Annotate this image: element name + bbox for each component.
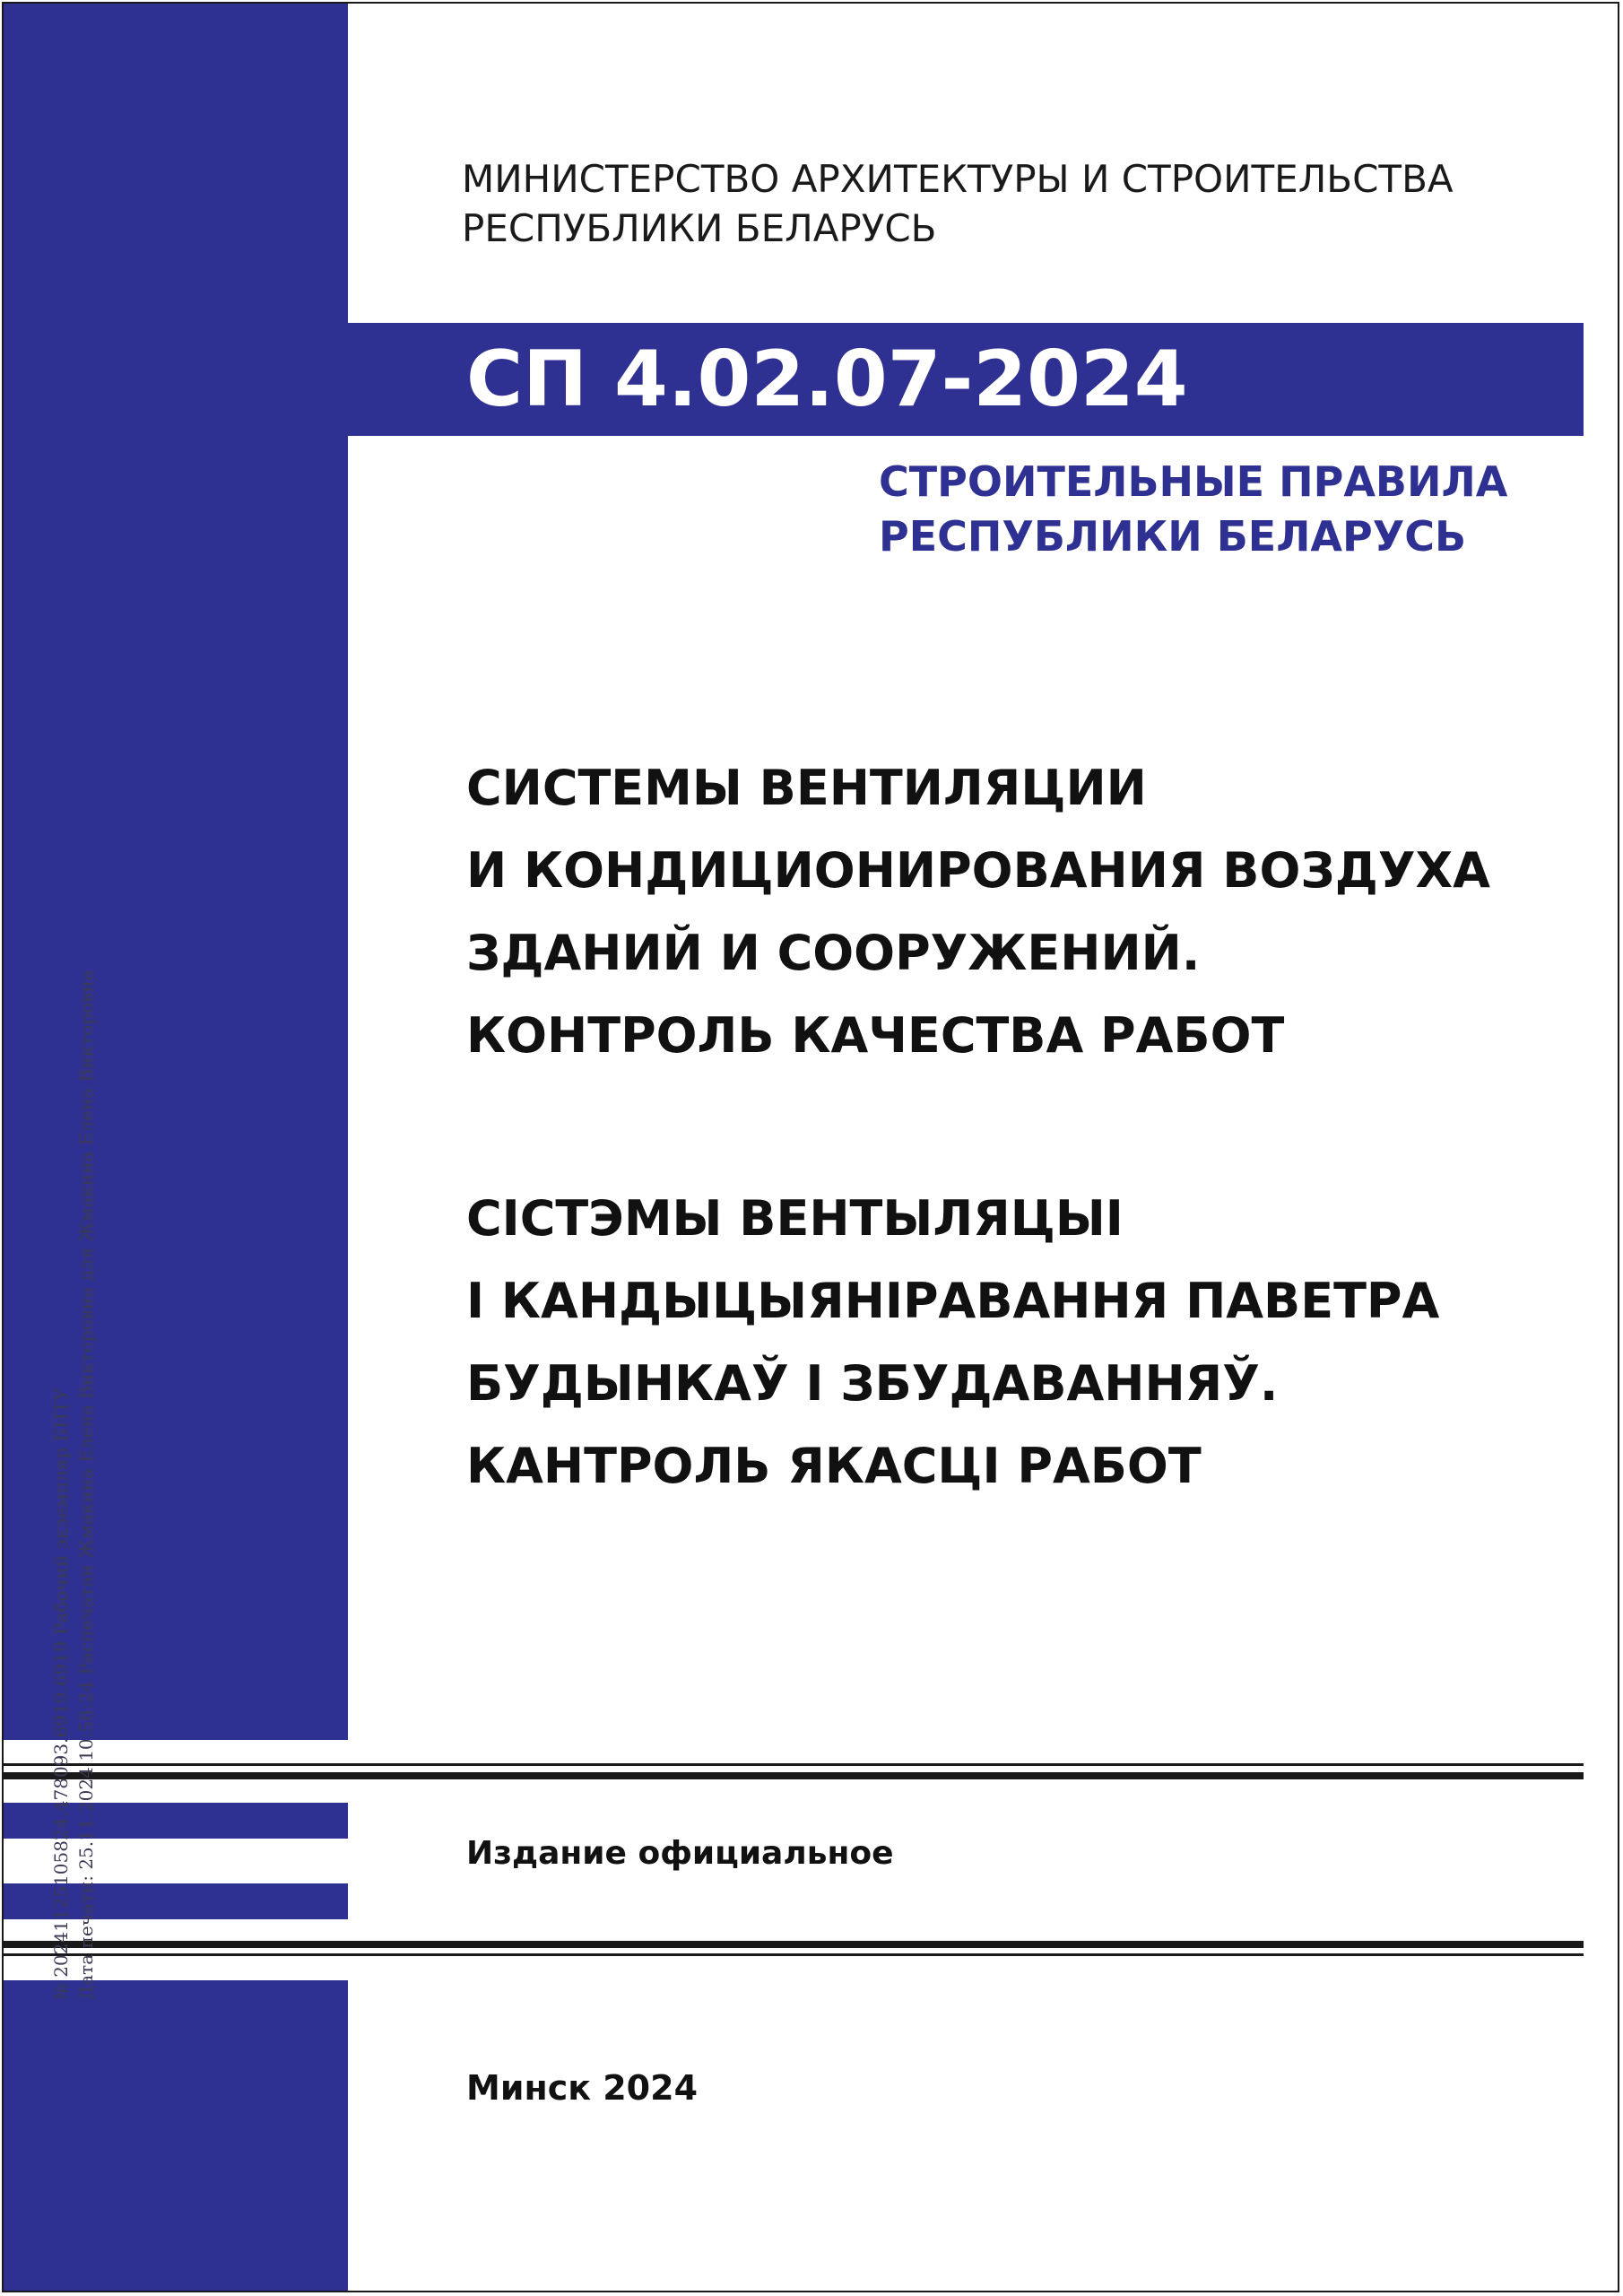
title-ru-line-2: И КОНДИЦИОНИРОВАНИЯ ВОЗДУХА	[466, 842, 1490, 899]
left-blue-band-bottom	[4, 1980, 348, 2292]
title-ru-line-1: СИСТЕМЫ ВЕНТИЛЯЦИИ	[466, 760, 1147, 816]
rules-type-heading	[879, 455, 1596, 564]
title-ru-line-3: ЗДАНИЙ И СООРУЖЕНИЙ.	[466, 925, 1201, 981]
title-by-line-4: КАНТРОЛЬ ЯКАСЦІ РАБОТ	[466, 1438, 1202, 1494]
title-russian	[466, 747, 1596, 1077]
ministry-line-1: МИНИСТЕРСТВО АРХИТЕКТУРЫ И СТРОИТЕЛЬСТВА	[462, 157, 1454, 201]
title-belarusian	[466, 1178, 1596, 1508]
divider-bottom-thin	[4, 1953, 1584, 1956]
title-by-line-2: І КАНДЫЦЫЯНІРАВАННЯ ПАВЕТРА	[466, 1273, 1440, 1329]
city-year: Минск 2024	[466, 2068, 699, 2108]
rules-type-line-1: СТРОИТЕЛЬНЫЕ ПРАВИЛА	[879, 457, 1508, 506]
ministry-heading	[462, 154, 1538, 253]
document-code: СП 4.02.07-2024	[466, 335, 1188, 424]
title-ru-line-4: КОНТРОЛЬ КАЧЕСТВА РАБОТ	[466, 1007, 1285, 1064]
title-by-line-1: СІСТЭМЫ ВЕНТЫЛЯЦЫІ	[466, 1190, 1124, 1247]
divider-top-thick	[4, 1772, 1584, 1779]
watermark-line-1: № 20241125105824.478093.6919.6919 Рабочий экземпляр БНТУ	[50, 1387, 72, 2000]
ministry-line-2: РЕСПУБЛИКИ БЕЛАРУСЬ	[462, 206, 937, 250]
watermark-line-2: Дата печати: 25.11.2024 10:58:24 Распечатан Жмакина Елена Викторовна для Жмакина Елена Викторовна	[75, 970, 97, 2000]
divider-top-thin	[4, 1763, 1584, 1766]
divider-bottom-thick	[4, 1941, 1584, 1948]
rules-type-line-2: РЕСПУБЛИКИ БЕЛАРУСЬ	[879, 512, 1467, 561]
title-by-line-3: БУДЫНКАЎ І ЗБУДАВАННЯЎ.	[466, 1355, 1279, 1412]
edition-label: Издание официальное	[466, 1835, 894, 1872]
